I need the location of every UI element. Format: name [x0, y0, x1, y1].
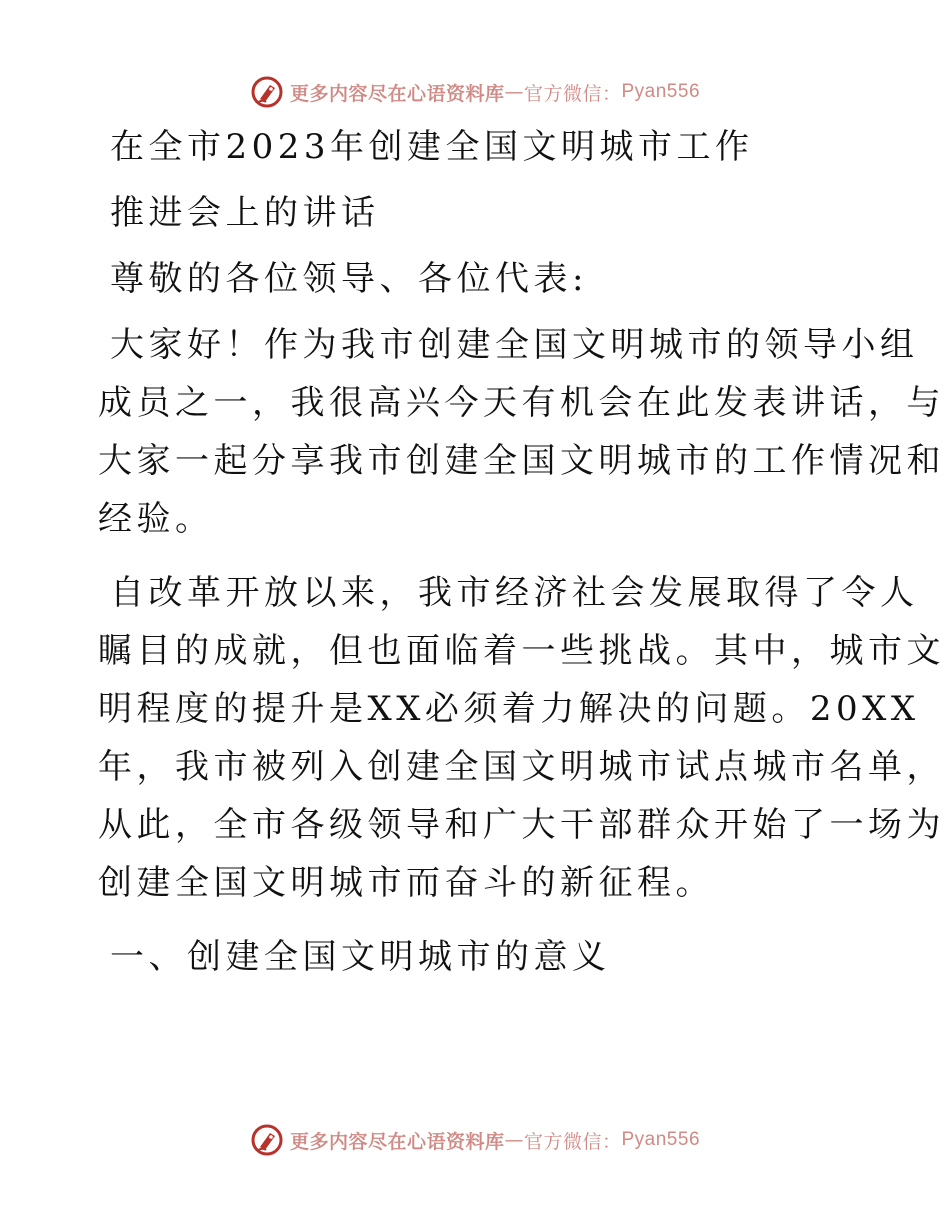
paragraph-line: 大家一起分享我市创建全国文明城市的工作情况和 [98, 441, 945, 481]
paragraph-line: 年，我市被列入创建全国文明城市试点城市名单， [98, 747, 945, 787]
watermark-account: Pyan556 [621, 81, 701, 102]
watermark-account: Pyan556 [621, 1129, 701, 1150]
paragraph-line: 经验。 [98, 499, 214, 539]
watermark-wechat-label: 官方微信： [523, 1130, 622, 1153]
watermark-dash: — [504, 1129, 524, 1151]
watermark-brand: 更多内容尽在心语资料库 [289, 82, 505, 105]
document-body [98, 118, 945, 986]
header-watermark [0, 72, 950, 112]
paragraph-line: 瞩目的成就，但也面临着一些挑战。其中，城市文 [98, 631, 945, 671]
watermark-dash: — [504, 81, 524, 103]
paragraph-line: 从此，全市各级领导和广大干部群众开始了一场为 [98, 805, 945, 845]
paragraph-line: 大家好！作为我市创建全国文明城市的领导小组 [110, 325, 919, 365]
section-heading-1: 一、创建全国文明城市的意义 [110, 937, 611, 977]
paragraph-line: 成员之一，我很高兴今天有机会在此发表讲话，与 [98, 383, 945, 423]
paragraph-2 [98, 564, 945, 912]
paragraph-line: 明程度的提升是XX必须着力解决的问题。20XX [98, 689, 920, 729]
paragraph-line: 创建全国文明城市而奋斗的新征程。 [98, 863, 714, 903]
pen-nib-logo-icon [250, 1123, 284, 1157]
document-title-line-1: 在全市2023年创建全国文明城市工作 [110, 127, 754, 167]
pen-nib-logo-icon [250, 75, 284, 109]
salutation: 尊敬的各位领导、各位代表: [110, 259, 588, 299]
footer-watermark [0, 1120, 950, 1160]
paragraph-1 [98, 316, 945, 548]
paragraph-line: 自改革开放以来，我市经济社会发展取得了令人 [110, 573, 919, 613]
watermark-wechat-label: 官方微信： [523, 82, 622, 105]
document-title-line-2: 推进会上的讲话 [110, 193, 380, 233]
watermark-brand: 更多内容尽在心语资料库 [289, 1130, 505, 1153]
